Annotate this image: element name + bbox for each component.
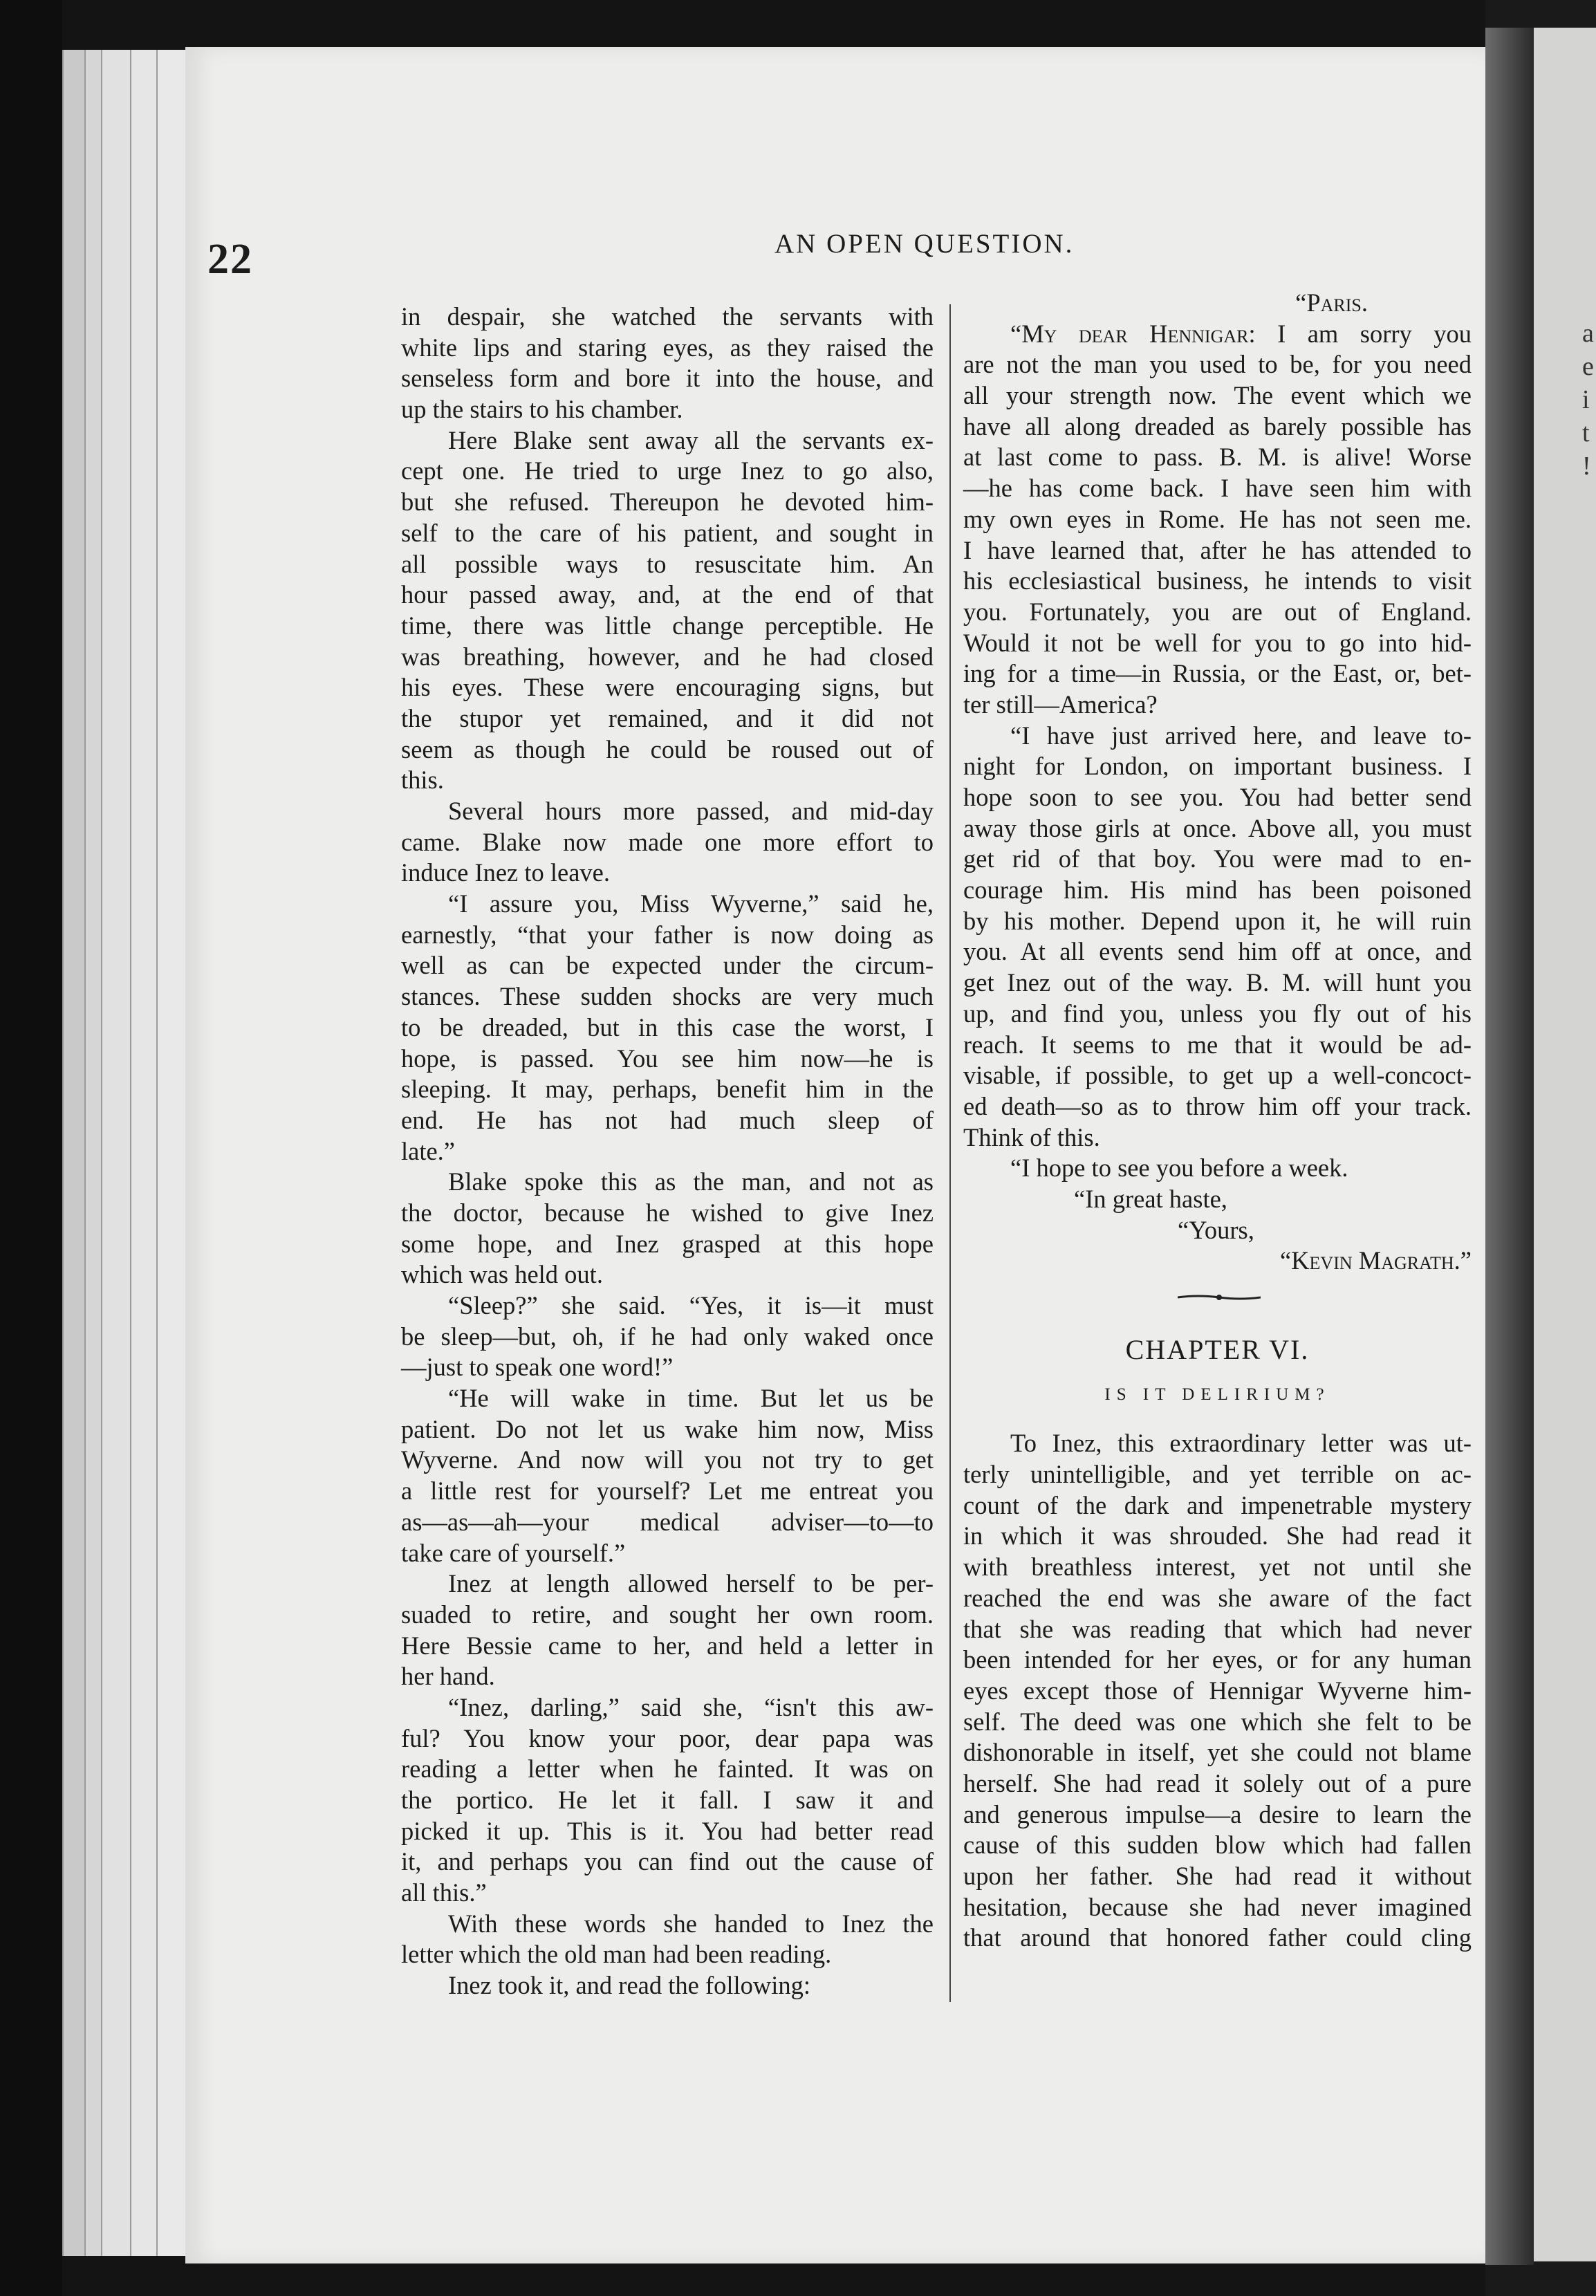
column-rule xyxy=(949,304,951,2002)
facing-page-fragment: e xyxy=(1582,352,1594,381)
page-edge xyxy=(84,50,102,2256)
letter-signature: “Kevin Magrath.” xyxy=(1279,1246,1472,1275)
text-line: To Inez, this extraordinary letter was ut- xyxy=(1010,1429,1472,1458)
text-line: “I have just arrived here, and leave to- xyxy=(1010,721,1472,750)
gutter-shadow xyxy=(1485,28,1534,2265)
chapter-title: CHAPTER VI. xyxy=(1125,1334,1310,1365)
text-line: letter which the old man had been reading. xyxy=(401,1940,832,1969)
letter-salutation-rest: I am sorry you xyxy=(1277,319,1472,348)
text-line: a little rest for yourself? Let me entreat you xyxy=(401,1476,934,1506)
text-line: ful? You know your poor, dear papa was xyxy=(401,1723,934,1752)
text-line: you. Fortunately, you are out of England. xyxy=(963,597,1472,626)
text-line: but she refused. Thereupon he devoted him- xyxy=(401,488,934,517)
text-line: Here Bessie came to her, and held a letter in xyxy=(401,1631,934,1660)
text-line: courage him. His mind has been poisoned xyxy=(963,876,1472,905)
text-line: be sleep—but, oh, if he had only waked once xyxy=(401,1322,934,1351)
text-line: all possible ways to resuscitate him. An xyxy=(401,549,934,578)
text-line: her hand. xyxy=(401,1662,495,1691)
text-line: sleeping. It may, perhaps, benefit him in the xyxy=(401,1075,934,1104)
text-line: “I hope to see you before a week. xyxy=(1010,1154,1348,1183)
text-line: get rid of that boy. You were mad to en- xyxy=(963,844,1472,873)
text-line: suaded to retire, and sought her own room. xyxy=(401,1600,934,1629)
text-line: upon her father. She had read it without xyxy=(963,1862,1472,1891)
text-line: herself. She had read it solely out of a pure xyxy=(963,1768,1472,1797)
letter-place: “Paris. xyxy=(1295,288,1368,317)
text-line: Think of this. xyxy=(963,1122,1100,1151)
text-line: Inez took it, and read the following: xyxy=(448,1971,811,2000)
text-line: his ecclesiastical business, he intends to visit xyxy=(963,566,1472,595)
text-line: my own eyes in Rome. He has not seen me. xyxy=(963,504,1472,533)
text-line: with breathless interest, yet not until she xyxy=(963,1553,1472,1582)
text-line: up the stairs to his chamber. xyxy=(401,395,683,424)
text-line: are not the man you used to be, for you need xyxy=(963,350,1472,379)
text-line: patient. Do not let us wake him now, Miss xyxy=(401,1414,934,1443)
text-line: that she was reading that which had never xyxy=(963,1614,1472,1643)
text-line: been intended for her eyes, or for any human xyxy=(963,1645,1472,1674)
text-line: all this.” xyxy=(401,1878,487,1907)
text-line: seem as though he could be roused out of xyxy=(401,734,934,763)
text-line: senseless form and bore it into the house, and xyxy=(401,364,934,393)
right-column xyxy=(963,288,1472,1954)
text-line: take care of yourself.” xyxy=(401,1538,626,1567)
facing-page-fragment: ! xyxy=(1582,452,1591,481)
text-line: —just to speak one word!” xyxy=(401,1353,674,1382)
text-line: eyes except those of Hennigar Wyverne him- xyxy=(963,1676,1472,1705)
text-line: white lips and staring eyes, as they raised the xyxy=(401,333,934,362)
text-line: ing for a time—in Russia, or the East, or, bet- xyxy=(963,659,1472,688)
text-line: “Inez, darling,” said she, “isn't this aw- xyxy=(448,1692,934,1721)
text-line: away those girls at once. Above all, you must xyxy=(963,813,1472,842)
text-line: up, and find you, unless you fly out of his xyxy=(963,999,1472,1028)
facing-page-fragment: i xyxy=(1582,385,1590,414)
text-line: terly unintelligible, and yet terrible on ac- xyxy=(963,1460,1472,1489)
chapter-body xyxy=(963,1428,1472,1954)
text-line: at last come to pass. B. M. is alive! Worse xyxy=(963,443,1472,472)
text-line: in which it was shrouded. She had read it xyxy=(963,1521,1472,1550)
text-line: “He will wake in time. But let us be xyxy=(448,1384,934,1413)
text-line: was breathing, however, and he had closed xyxy=(401,642,934,671)
text-line: “Sleep?” she said. “Yes, it is—it must xyxy=(448,1291,934,1320)
text-line: well as can be expected under the circum- xyxy=(401,951,934,980)
text-line: you. At all events send him off at once, and xyxy=(963,937,1472,966)
text-line: have all along dreaded as barely possible has xyxy=(963,411,1472,441)
text-line: all your strength now. The event which we xyxy=(963,381,1472,410)
letter-body xyxy=(963,349,1472,1184)
facing-page-fragment: t xyxy=(1582,418,1590,447)
text-line: “I assure you, Miss Wyverne,” said he, xyxy=(448,889,934,918)
text-line: Here Blake sent away all the servants ex- xyxy=(448,425,934,454)
text-line: end. He has not had much sleep of xyxy=(401,1105,934,1134)
text-line: Blake spoke this as the man, and not as xyxy=(448,1167,934,1196)
text-line: self to the care of his patient, and sought in xyxy=(401,518,934,547)
facing-page-strip xyxy=(1534,28,1596,2261)
text-line: the portico. He let it fall. I saw it and xyxy=(401,1786,934,1814)
text-line: came. Blake now made one more effort to xyxy=(401,827,934,856)
page-edge xyxy=(156,50,187,2256)
text-line: get Inez out of the way. B. M. will hunt you xyxy=(963,968,1472,997)
text-line: as—as—ah—your medical adviser—to—to xyxy=(401,1507,934,1536)
text-line: cept one. He tried to urge Inez to go also, xyxy=(401,456,934,485)
text-line: by his mother. Depend upon it, he will ruin xyxy=(963,906,1472,935)
text-line: this. xyxy=(401,766,444,795)
text-line: I have learned that, after he has attended to xyxy=(963,535,1472,564)
facing-page-fragment: a xyxy=(1582,319,1594,348)
text-line: visable, if possible, to get up a well-concoct- xyxy=(963,1061,1472,1090)
text-line: reached the end was she aware of the fact xyxy=(963,1583,1472,1612)
text-line: self. The deed was one which she felt to be xyxy=(963,1707,1472,1736)
text-line: late.” xyxy=(401,1136,456,1165)
ornament-rule-icon xyxy=(1178,1293,1261,1302)
text-line: the doctor, because he wished to give Inez xyxy=(401,1198,934,1227)
text-line: some hope, and Inez grasped at this hope xyxy=(401,1229,934,1258)
text-line: ed death—so as to throw him off your track. xyxy=(963,1091,1472,1120)
text-line: hour passed away, and, at the end of that xyxy=(401,580,934,609)
page-number: 22 xyxy=(207,236,253,283)
text-line: hope, is passed. You see him now—he is xyxy=(401,1044,934,1073)
text-line: count of the dark and impenetrable mystery xyxy=(963,1490,1472,1519)
text-line: it, and perhaps you can find out the cause of xyxy=(401,1847,934,1876)
left-column xyxy=(401,302,934,2001)
text-line: induce Inez to leave. xyxy=(401,858,610,887)
letter-salutation: “My dear Hennigar: xyxy=(1010,319,1256,348)
text-line: picked it up. This is it. You had better read xyxy=(401,1816,934,1845)
chapter-subtitle: IS IT DELIRIUM? xyxy=(1104,1385,1330,1404)
letter-salutation-line xyxy=(963,319,1472,350)
text-line: night for London, on important business. I xyxy=(963,752,1472,781)
text-line: With these words she handed to Inez the xyxy=(448,1909,934,1938)
text-line: reach. It seems to me that it would be ad- xyxy=(963,1030,1472,1059)
text-line: and generous impulse—a desire to learn the xyxy=(963,1799,1472,1829)
text-line: —he has come back. I have seen him with xyxy=(963,474,1472,503)
text-line: ter still—America? xyxy=(963,689,1158,719)
text-line: that around that honored father could cling xyxy=(963,1923,1472,1952)
text-line: to be dreaded, but in this case the worst, I xyxy=(401,1012,934,1041)
binding-shadow xyxy=(0,0,62,2296)
text-line: earnestly, “that your father is now doing as xyxy=(401,920,934,949)
running-title: AN OPEN QUESTION. xyxy=(774,229,1075,259)
text-line: his eyes. These were encouraging signs, but xyxy=(401,673,934,702)
text-line: Wyverne. And now will you not try to get xyxy=(401,1445,934,1474)
text-line: cause of this sudden blow which had fallen xyxy=(963,1831,1472,1860)
text-line: in despair, she watched the servants with xyxy=(401,302,934,331)
text-line: Several hours more passed, and mid-day xyxy=(448,797,934,825)
letter-closing-yours: “Yours, xyxy=(1178,1215,1254,1244)
text-line: dishonorable in itself, yet she could not blame xyxy=(963,1738,1472,1767)
text-line: the stupor yet remained, and it did not xyxy=(401,703,934,732)
text-line: hesitation, because she had never imagined xyxy=(963,1892,1472,1921)
text-line: reading a letter when he fainted. It was on xyxy=(401,1755,934,1784)
text-line: Would it not be well for you to go into hid- xyxy=(963,628,1472,657)
text-line: hope soon to see you. You had better send xyxy=(963,783,1472,811)
text-line: Inez at length allowed herself to be per- xyxy=(448,1569,934,1598)
section-ornament xyxy=(963,1277,1472,1318)
text-line: which was held out. xyxy=(401,1260,603,1289)
page-edge xyxy=(130,50,158,2256)
text-line: time, there was little change perceptible. He xyxy=(401,611,934,640)
page-edge xyxy=(101,50,131,2256)
page-edge xyxy=(62,50,86,2256)
text-line: stances. These sudden shocks are very much xyxy=(401,982,934,1011)
letter-closing-haste: “In great haste, xyxy=(1074,1184,1227,1213)
